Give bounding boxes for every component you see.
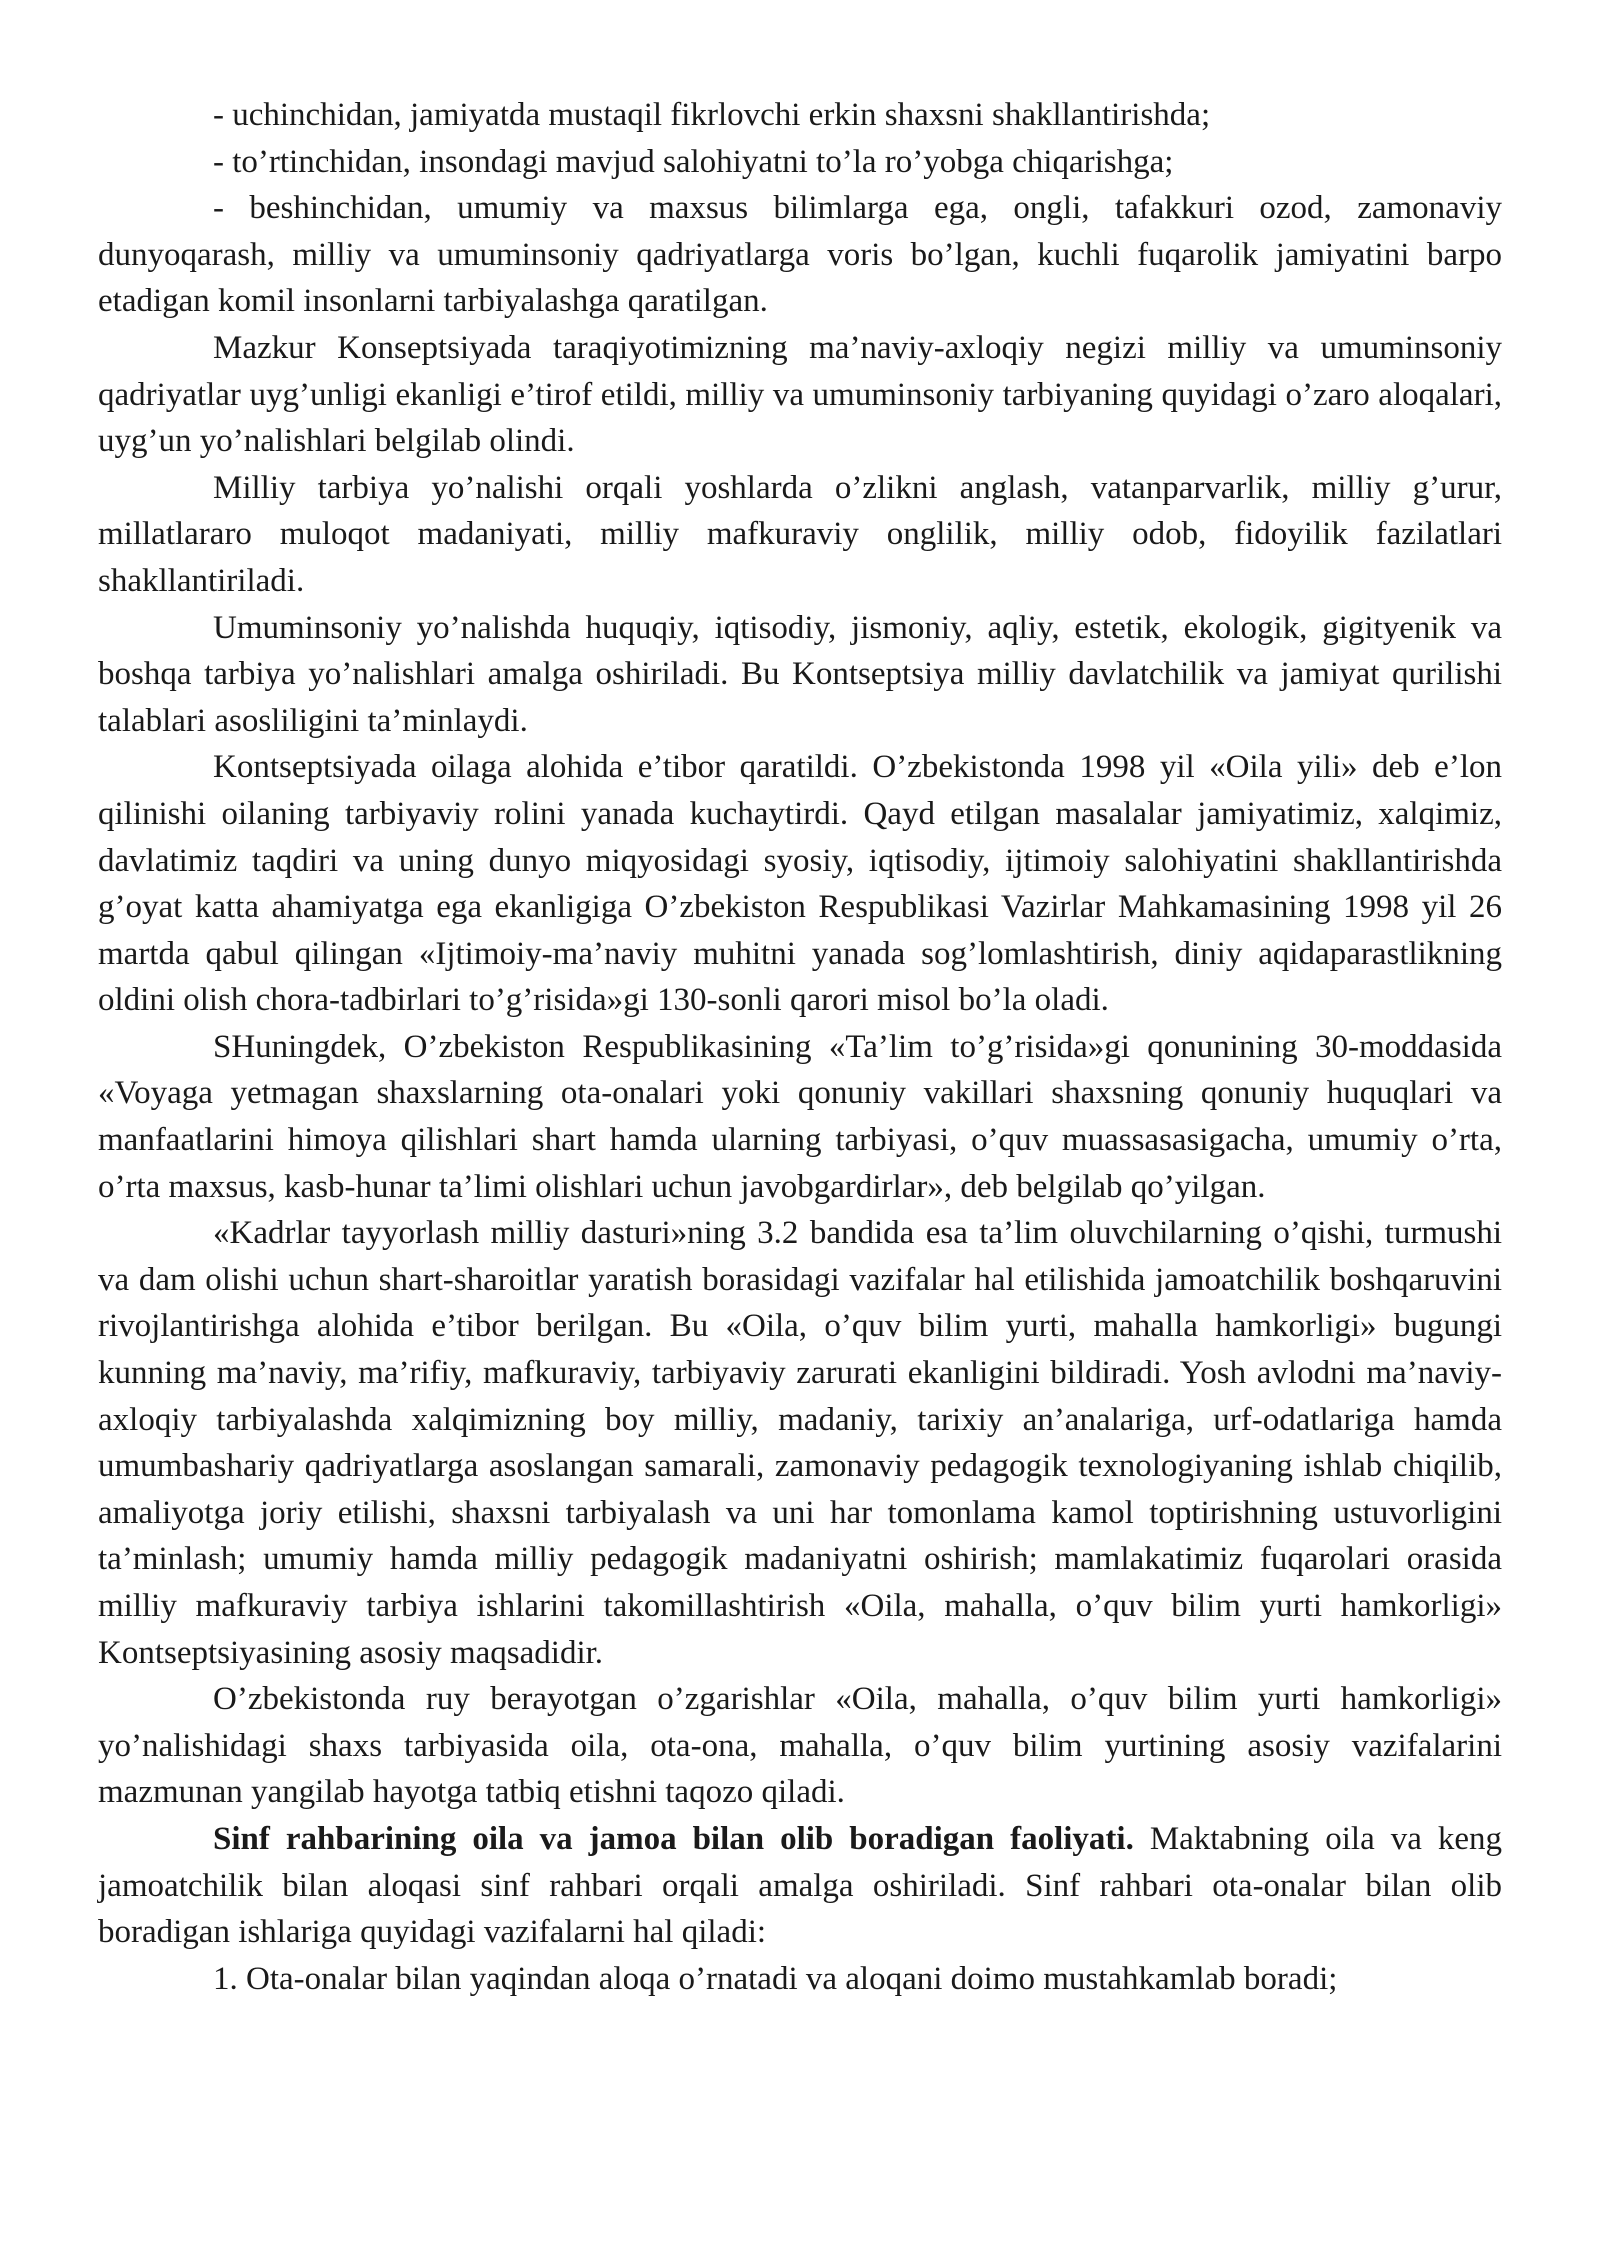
list-item: 1. Ota-onalar bilan yaqindan aloqa o’rnatadi va aloqani doimo mustahkamlab boradi; <box>213 1960 1338 1997</box>
paragraph: Mazkur Konseptsiyada taraqiyotimizning ma’naviy-axloqiy negizi milliy va umuminsoniy qadriyatlar uyg’unligi ekanligi e’tirof etildi, milliy va umuminsoniy tarbiyaning quyidagi o’zaro aloqalari, uyg’un yo’nalishlari belgilab olindi. <box>98 329 1502 460</box>
paragraph: O’zbekistonda ruy berayotgan o’zgarishlar «Oila, mahalla, o’quv bilim yurti hamkorligi» yo’nalishidagi shaxs tarbiyasida oila, ota-ona, mahalla, o’quv bilim yurtining asosiy vazifalarini mazmunan yangilab hayotga tatbiq etishni taqozo qiladi. <box>98 1681 1502 1811</box>
paragraph: - uchinchidan, jamiyatda mustaqil fikrlovchi erkin shaxsni shakllantirishda; <box>213 97 1211 133</box>
section-heading: Sinf rahbarining oila va jamoa bilan olib boradigan faoliyati. <box>213 1820 1134 1857</box>
paragraph: Milliy tarbiya yo’nalishi orqali yoshlarda o’zlikni anglash, vatanparvarlik, milliy g’urur, millatlararo muloqot madaniyati, milliy mafkuraviy onglilik, milliy odob, fidoyilik fazilatlari shakllantiriladi. <box>98 469 1502 599</box>
paragraph: «Kadrlar tayyorlash milliy dasturi»ning 3.2 bandida esa ta’lim oluvchilarning o’qishi, turmushi va dam olishi uchun shart-sharoitlar yaratish borasidagi vazifalar hal etilishida jamoatchilik boshqaruvini rivojlantirishga alohida e’tibor berilgan. Bu «Oila, o’quv bilim yurti, mahalla hamkorligi» bugungi kunning ma’naviy, ma’rifiy, mafkuraviy, tarbiyaviy zarurati ekanligini bildiradi. Yosh avlodni ma’naviy-axloqiy tarbiyalashda xalqimizning boy milliy, madaniy, tarixiy an’analariga, urf-odatlariga hamda umumbashariy qadriyatlarga asoslangan samarali, zamonaviy pedagogik texnologiyaning ishlab chiqilib, amaliyotga joriy etilishi, shaxsni tarbiyalash va uni har tomonlama kamol toptirishning ustuvorligini ta’minlash; umumiy hamda milliy pedagogik madaniyatni oshirish; mamlakatimiz fuqarolari orasida milliy mafkuraviy tarbiya ishlarini takomillashtirish «Oila, mahalla, o’quv bilim yurti hamkorligi» Kontseptsiyasining asosiy maqsadidir. <box>98 1215 1502 1671</box>
paragraph: Umuminsoniy yo’nalishda huquqiy, iqtisodiy, jismoniy, aqliy, estetik, ekologik, gigityenik va boshqa tarbiya yo’nalishlari amalga oshiriladi. Bu Kontseptsiya milliy davlatchilik va jamiyat qurilishi talablari asosliligini ta’minlaydi. <box>98 609 1502 739</box>
document-page <box>98 92 1502 2002</box>
paragraph: Kontseptsiyada oilaga alohida e’tibor qaratildi. O’zbekistonda 1998 yil «Oila yili» deb e’lon qilinishi oilaning tarbiyaviy rolini yanada kuchaytirdi. Qayd etilgan masalalar jamiyatimiz, xalqimiz, davlatimiz taqdiri va uning dunyo miqyosidagi syosiy, iqtisodiy, ijtimoiy salohiyatini shakllantirishda g’oyat katta ahamiyatga ega ekanligiga O’zbekiston Respublikasi Vazirlar Mahkamasining 1998 yil 26 martda qabul qilingan «Ijtimoiy-ma’naviy muhitni yanada sog’lomlashtirish, diniy aqidaparastlikning oldini olish chora-tadbirlari to’g’risida»gi 130-sonli qarori misol bo’la oladi. <box>98 749 1502 1019</box>
paragraph: SHuningdek, O’zbekiston Respublikasining «Ta’lim to’g’risida»gi qonunining 30-moddasida «Voyaga yetmagan shaxslarning ota-onalari yoki qonuniy vakillari shaxsning qonuniy huquqlari va manfaatlarini himoya qilishlari shart hamda ularning tarbiyasi, o’quv muassasasigacha, umumiy o’rta, o’rta maxsus, kasb-hunar ta’limi olishlari uchun javobgardirlar», deb belgilab qo’yilgan. <box>98 1028 1502 1205</box>
paragraph: - beshinchidan, umumiy va maxsus bilimlarga ega, ongli, tafakkuri ozod, zamonaviy dunyoqarash, milliy va umuminsoniy qadriyatlarga voris bo’lgan, kuchli fuqarolik jamiyatini barpo etadigan komil insonlarni tarbiyalashga qaratilgan. <box>98 190 1502 320</box>
section-paragraph <box>98 1816 1502 1956</box>
section-text: Maktabning oila va keng jamoatchilik bilan aloqasi sinf rahbari orqali amalga oshiriladi. Sinf rahbari ota-onalar bilan olib boradigan ishlariga quyidagi vazifalarni hal qiladi: <box>98 1820 1502 1951</box>
paragraph: - to’rtinchidan, insondagi mavjud salohiyatni to’la ro’yobga chiqarishga; <box>213 143 1174 180</box>
